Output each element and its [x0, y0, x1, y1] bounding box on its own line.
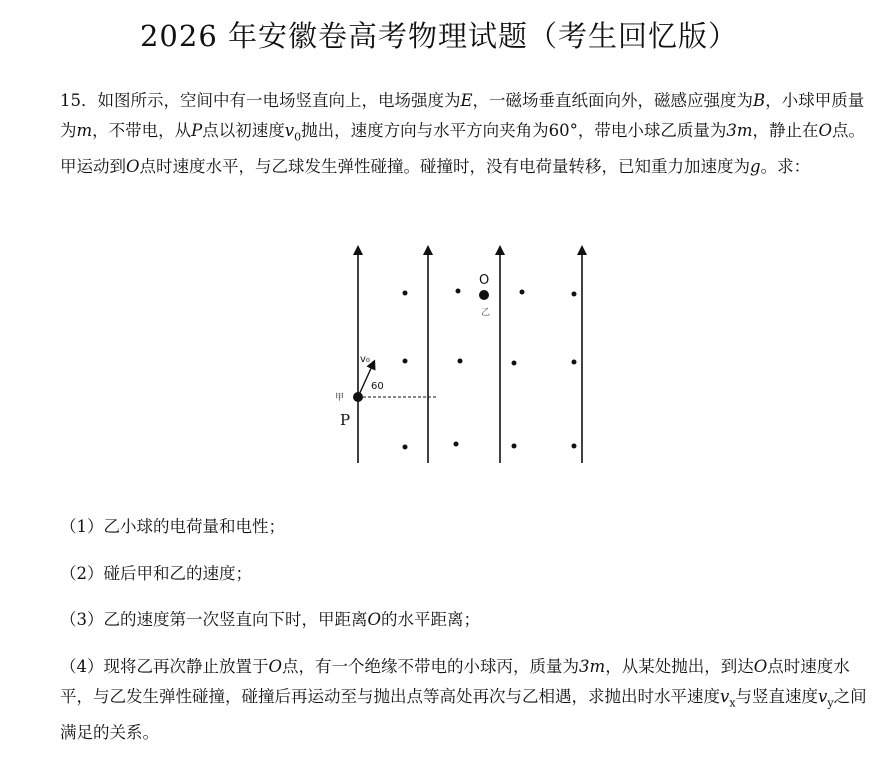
label-O: O — [479, 273, 490, 288]
question-3: （3）乙的速度第一次竖直向下时，甲距离O的水平距离； — [60, 610, 481, 629]
label-jia: 甲 — [335, 393, 345, 403]
page-title: 2026 年安徽卷高考物理试题（考生回忆版） — [139, 19, 739, 53]
magnetic-dot — [572, 292, 577, 297]
problem-stem: 15．如图所示，空间中有一电场竖直向上，电场强度为E，一磁场垂直纸面向外，磁感应强度为B，小球甲质量为m，不带电，从P点以初速度$v_0$抛出，速度方向与水平方向夹角为60°，带电小球乙质量为3m，静止在O点。甲运动到O点时速度水平，与乙球发生弹性碰撞。碰撞时，没有电荷量转移，已知重力加速度为g。求： — [60, 91, 866, 177]
question-4: （4）现将乙再次静止放置于O点，有一个绝缘不带电的小球丙，质量为3m，从某处抛出，到达O点时速度水平，与乙发生弹性碰撞，碰撞后再运动至与抛出点等高处再次与乙相遇，求抛出时水平速度$v_x$与竖直速度$v_y$之间满足的关系。 — [60, 657, 867, 743]
field-diagram-svg — [320, 238, 610, 468]
magnetic-dot — [403, 445, 408, 450]
magnetic-dot — [458, 359, 463, 364]
label-P: P — [340, 411, 351, 429]
question-1: （1）乙小球的电荷量和电性； — [60, 517, 285, 536]
magnetic-dot — [512, 444, 517, 449]
ball-yi — [479, 290, 489, 300]
magnetic-dot — [572, 360, 577, 365]
magnetic-dot — [403, 359, 408, 364]
magnetic-dot — [572, 444, 577, 449]
magnetic-dot — [520, 290, 525, 295]
label-angle: 60 — [371, 381, 384, 392]
label-yi: 乙 — [481, 308, 491, 318]
magnetic-dot — [454, 442, 459, 447]
label-v0: v₀ — [360, 354, 370, 365]
magnetic-dot — [512, 361, 517, 366]
magnetic-dot — [456, 289, 461, 294]
field-diagram — [320, 238, 610, 472]
question-2: （2）碰后甲和乙的速度； — [60, 564, 252, 583]
magnetic-dot — [403, 291, 408, 296]
